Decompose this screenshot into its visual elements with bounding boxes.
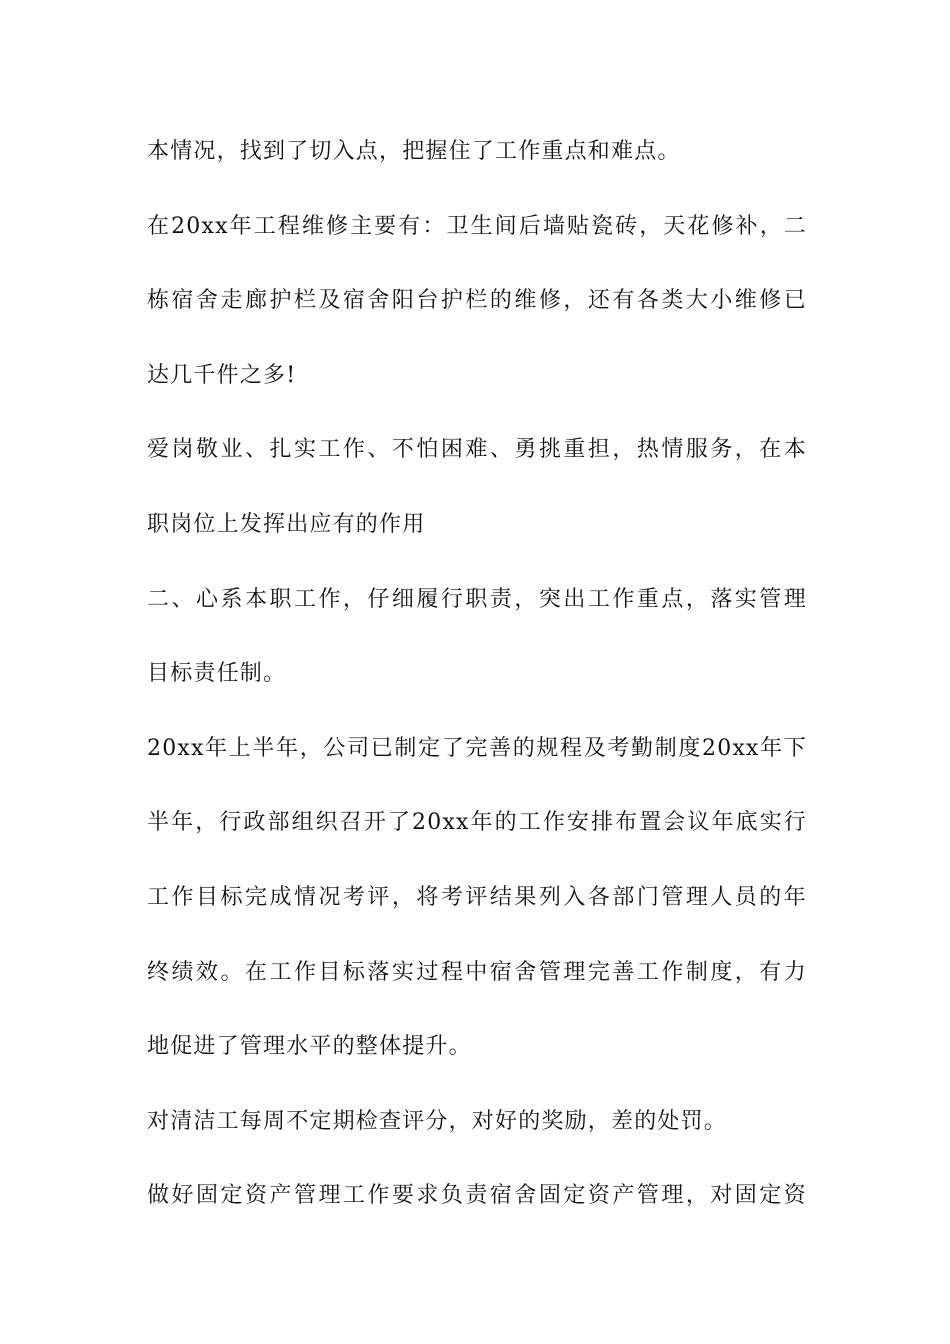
text-line: 在20xx年工程维修主要有：卫生间后墙贴瓷砖，天花修补，二: [147, 213, 807, 239]
document-body: [147, 130, 807, 1249]
text-line: 本情况，找到了切入点，把握住了工作重点和难点。: [147, 139, 681, 164]
text-line: 目标责任制。: [147, 661, 287, 687]
text-line: 达几千件之多!: [147, 362, 297, 388]
text-line: 半年，行政部组织召开了20xx年的工作安排布置会议年底实行: [147, 810, 807, 836]
text-line: 20xx年上半年，公司已制定了完善的规程及考勤制度20xx年下: [147, 735, 807, 761]
text-line: 职岗位上发挥出应有的作用: [147, 511, 426, 537]
text-line: 对清洁工每周不定期检查评分，对好的奖励，差的处罚。: [147, 1108, 728, 1134]
text-line: 地促进了管理水平的整体提升。: [147, 1034, 472, 1060]
text-line: 栋宿舍走廊护栏及宿舍阳台护栏的维修，还有各类大小维修已: [147, 288, 807, 314]
text-line: 做好固定资产管理工作要求负责宿舍固定资产管理，对固定资: [147, 1183, 807, 1209]
text-line: 工作目标完成情况考评，将考评结果列入各部门管理人员的年: [147, 884, 807, 910]
text-line: 二、心系本职工作，仔细履行职责，突出工作重点，落实管理: [147, 586, 807, 612]
text-line: 终绩效。在工作目标落实过程中宿舍管理完善工作制度，有力: [147, 959, 807, 985]
text-line: 爱岗敬业、扎实工作、不怕困难、勇挑重担，热情服务，在本: [147, 437, 807, 463]
